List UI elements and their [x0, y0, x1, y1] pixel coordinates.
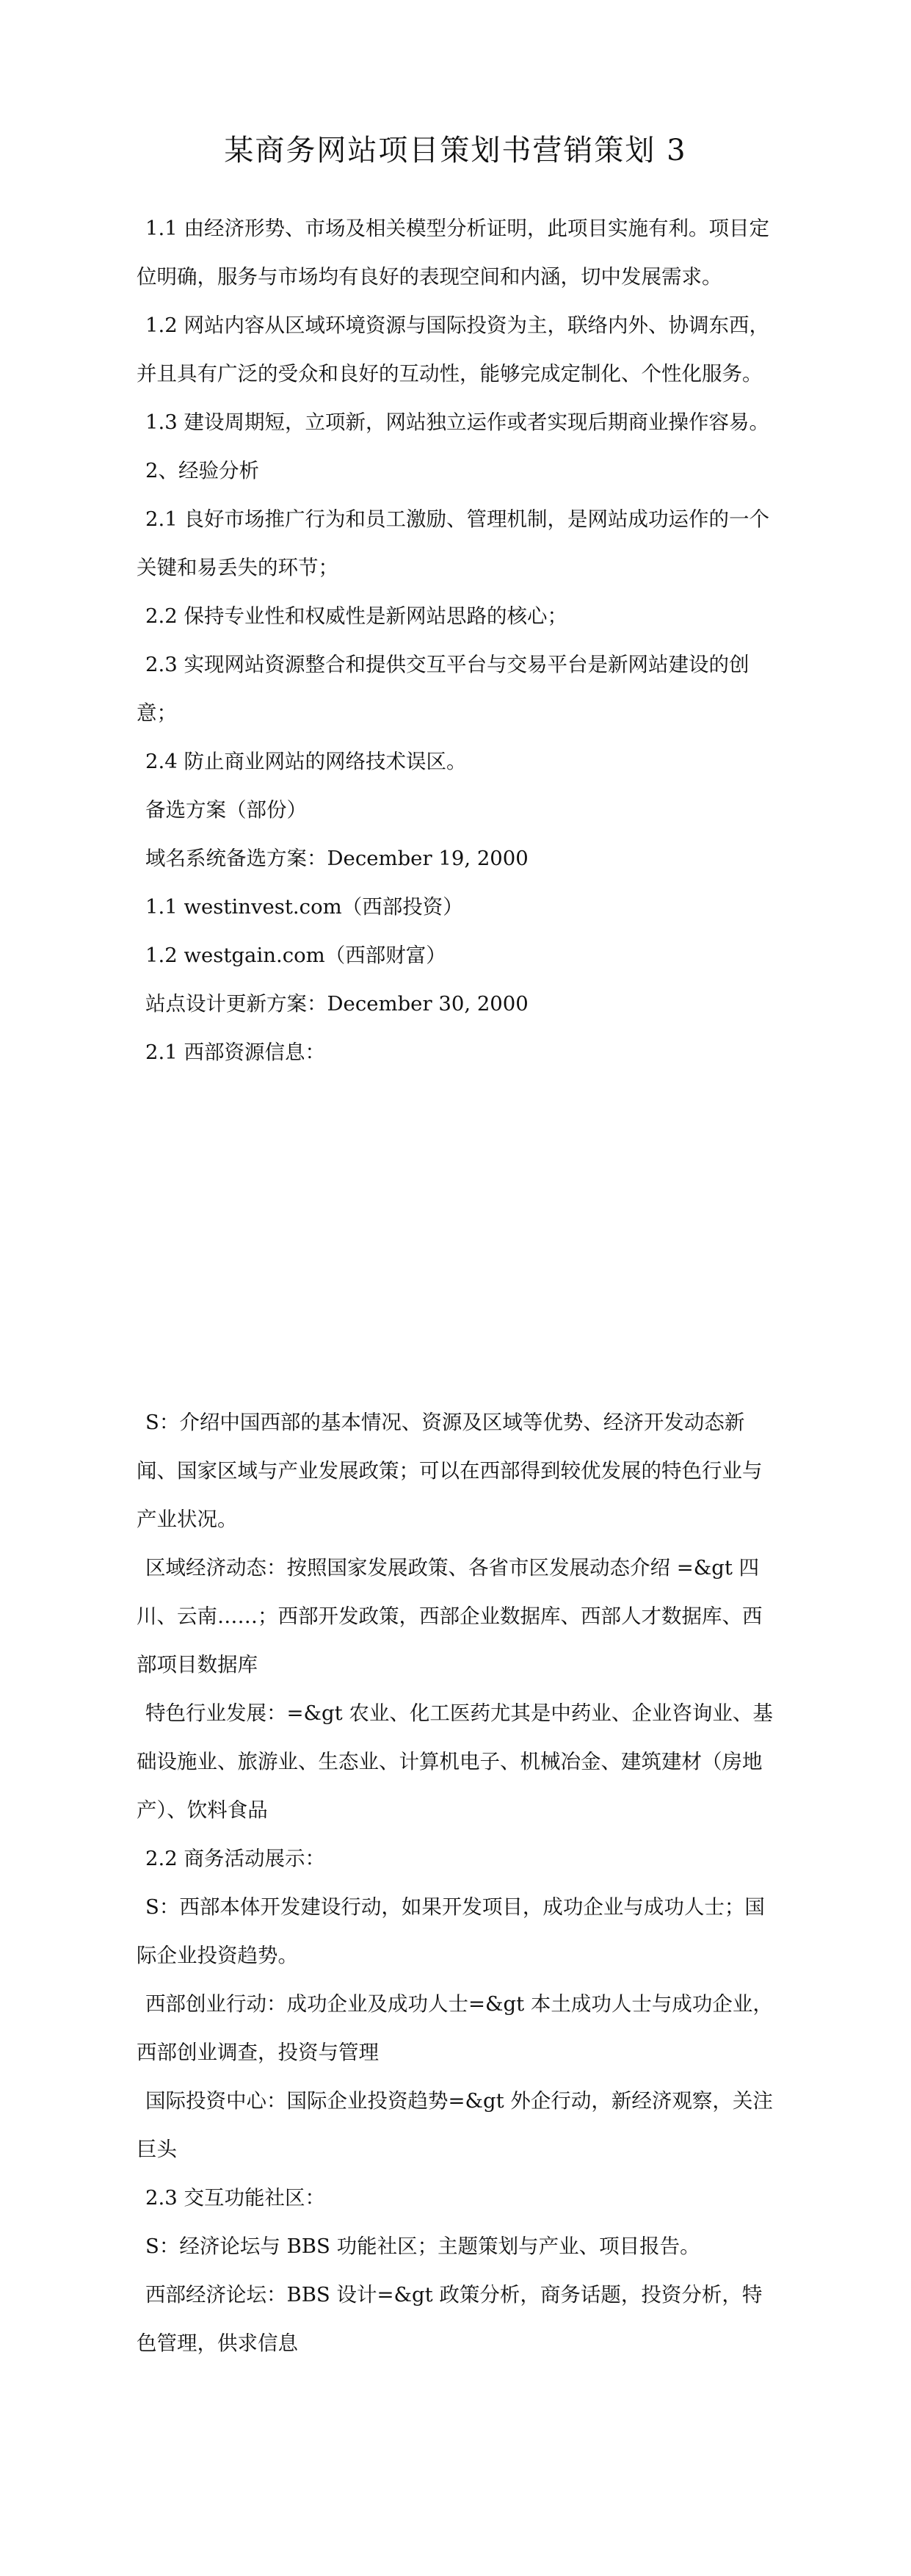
paragraph: S：西部本体开发建设行动，如果开发项目，成功企业与成功人士；国际企业投资趋势。 [137, 1895, 765, 1967]
paragraph: 区域经济动态：按照国家发展政策、各省市区发展动态介绍 =&gt 四川、云南……；西部开发政策，西部企业数据库、西部人才数据库、西部项目数据库 [137, 1556, 763, 1676]
paragraph: 2.3 实现网站资源整合和提供交互平台与交易平台是新网站建设的创意； [137, 653, 750, 725]
body-text-upper [137, 204, 775, 1077]
paragraph: 2.2 保持专业性和权威性是新网站思路的核心； [145, 604, 567, 628]
paragraph: 国际投资中心：国际企业投资趋势=&gt 外企行动，新经济观察，关注巨头 [137, 2089, 773, 2161]
paragraph: 站点设计更新方案：December 30, 2000 [145, 992, 529, 1016]
paragraph: 2.1 良好市场推广行为和员工激励、管理机制，是网站成功运作的一个关键和易丢失的环节； [137, 507, 769, 579]
section-heading: 备选方案（部份） [145, 798, 307, 822]
body-text-lower [137, 1398, 775, 2367]
paragraph: 1.1 westinvest.com（西部投资） [145, 895, 463, 919]
section-heading: 2、经验分析 [145, 459, 259, 482]
paragraph: 1.1 由经济形势、市场及相关模型分析证明，此项目实施有利。项目定位明确，服务与市场均有良好的表现空间和内涵，切中发展需求。 [137, 217, 769, 289]
paragraph: 域名系统备选方案：December 19, 2000 [145, 847, 529, 870]
paragraph: 西部创业行动：成功企业及成功人士=&gt 本土成功人士与成功企业，西部创业调查，投资与管理 [137, 1992, 773, 2064]
paragraph: 2.2 商务活动展示： [145, 1847, 325, 1870]
paragraph: S：经济论坛与 BBS 功能社区；主题策划与产业、项目报告。 [145, 2235, 700, 2258]
paragraph: 2.1 西部资源信息： [145, 1041, 325, 1064]
paragraph: 1.2 westgain.com（西部财富） [145, 944, 446, 967]
document-title: 某商务网站项目策划书营销策划 3 [224, 133, 687, 167]
paragraph: 1.2 网站内容从区域环境资源与国际投资为主，联络内外、协调东西，并且具有广泛的受众和良好的互动性，能够完成定制化、个性化服务。 [137, 314, 769, 386]
paragraph: 西部经济论坛：BBS 设计=&gt 政策分析，商务话题，投资分析，特色管理，供求信息 [137, 2283, 763, 2355]
paragraph: 特色行业发展：=&gt 农业、化工医药尤其是中药业、企业咨询业、基础设施业、旅游业、生态业、计算机电子、机械冶金、建筑建材（房地产）、饮料食品 [137, 1701, 773, 1822]
paragraph: 2.4 防止商业网站的网络技术误区。 [145, 750, 467, 773]
paragraph: S：介绍中国西部的基本情况、资源及区域等优势、经济开发动态新闻、国家区域与产业发展政策；可以在西部得到较优发展的特色行业与产业状况。 [137, 1411, 763, 1531]
paragraph: 2.3 交互功能社区： [145, 2186, 325, 2210]
paragraph: 1.3 建设周期短，立项新，网站独立运作或者实现后期商业操作容易。 [145, 410, 769, 434]
